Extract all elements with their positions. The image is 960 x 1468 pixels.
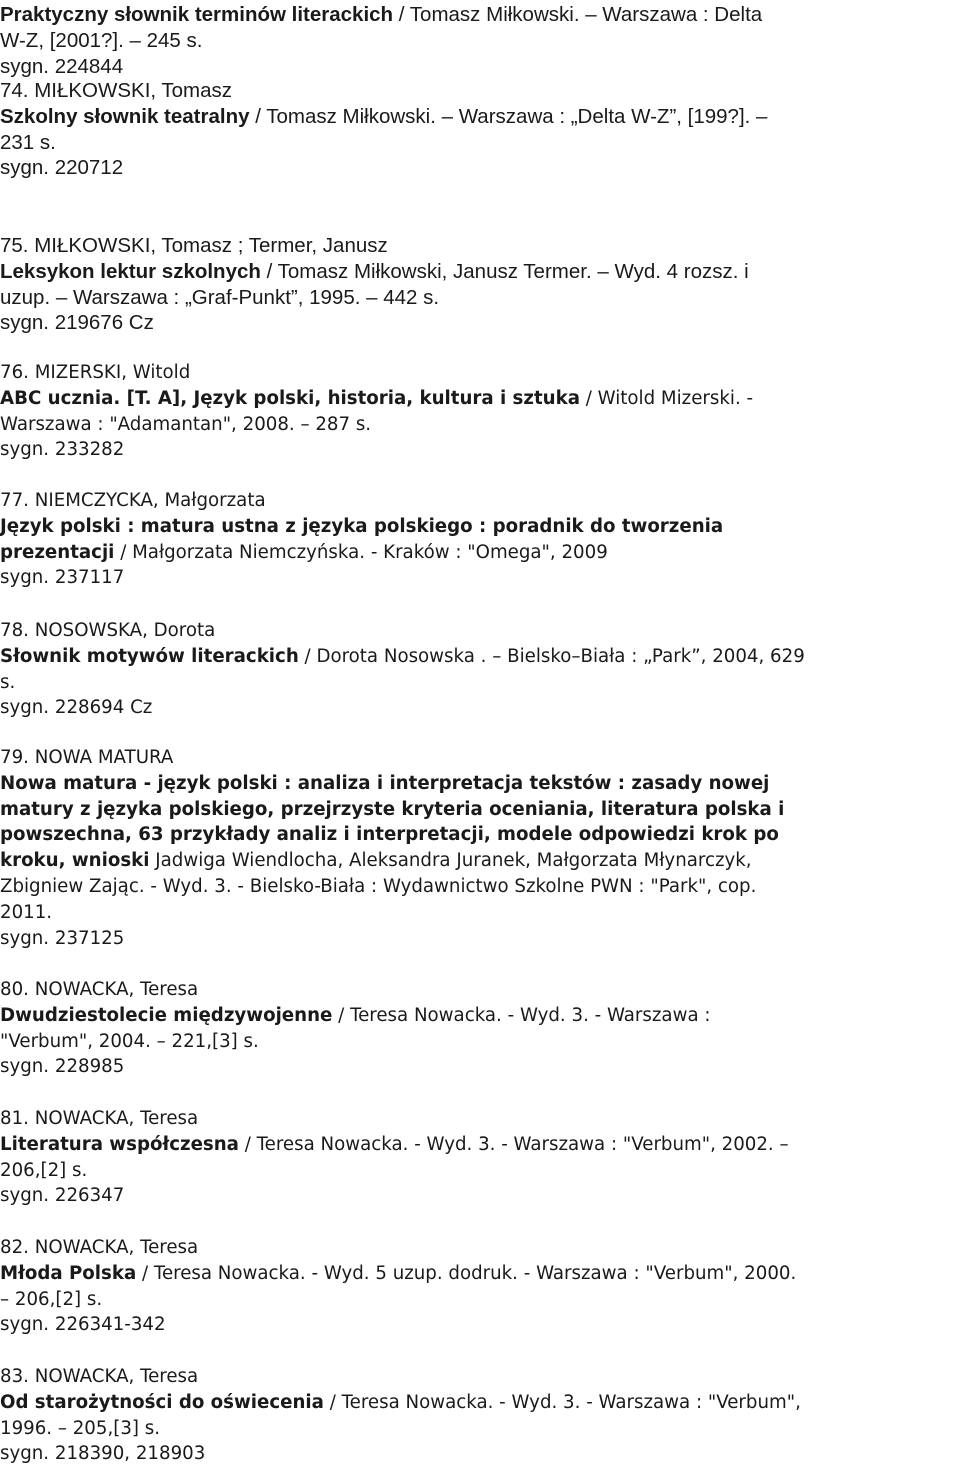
entry-heading [0,360,190,386]
entry-line [0,259,749,285]
entry-details: / Teresa Nowacka. - Wyd. 5 uzup. dodruk. - Warszawa : "Verbum", 2000. [136,1262,797,1284]
entry-heading [0,233,388,259]
entry-heading [0,1235,198,1261]
entry-details: / Teresa Nowacka. - Wyd. 3. - Warszawa : "Verbum", 2002. – [238,1133,789,1155]
entry-details: Warszawa : "Adamantan", 2008. – 287 s. [0,413,372,435]
entry-details: 2011. [0,901,53,923]
entry-title: matury z języka polskiego, przejrzyste kryteria oceniania, literatura polska i [0,798,785,820]
entry-number: 78. [0,620,29,641]
entry-title: Nowa matura - język polski : analiza i interpretacja tekstów : zasady nowej [0,772,770,794]
entry-number: 79. [0,747,29,768]
entry-details: Zbigniew Zając. - Wyd. 3. - Bielsko-Biała : Wydawnictwo Szkolne PWN : "Park", cop. [0,876,757,897]
entry-line [0,514,723,540]
entry-line [0,540,608,566]
entry-title: Leksykon lektur szkolnych [0,259,261,283]
entry-line [0,644,805,670]
entry-details: 231 s. [0,130,56,154]
entry-details: / Tomasz Miłkowski. – Warszawa : Delta [393,3,763,26]
entry-signature: sygn. 219676 Cz [0,311,154,335]
entry-line [0,1158,87,1184]
entry-number: 76. [0,362,29,383]
entry-line [0,822,779,848]
entry-details: s. [0,671,16,693]
entry-author: NIEMCZYCKA, Małgorzata [34,490,266,511]
entry-details: / Witold Mizerski. - [579,387,754,409]
entry-number: 83. [0,1366,29,1387]
entry-signature: sygn. 228694 Cz [0,697,153,719]
entry-author: NOWACKA, Teresa [34,979,199,1000]
entry-number: 77. [0,490,29,511]
entry-line [0,1132,789,1158]
entry-signature: sygn. 226347 [0,1185,125,1207]
entry-line [0,1003,711,1029]
entry-details: uzup. – Warszawa : „Graf-Punkt”, 1995. – 442 s. [0,285,440,309]
entry-signature: sygn. 224844 [0,54,124,78]
entry-title: Literatura współczesna [0,1133,239,1155]
entry-heading [0,78,232,104]
entry-number: 80. [0,979,29,1000]
entry-title: Młoda Polska [0,1262,137,1284]
entry-title: Język polski : matura ustna z języka polskiego : poradnik do tworzenia [0,515,724,537]
entry-author: NOWACKA, Teresa [34,1237,199,1258]
entry-line [0,104,767,130]
entry-details: / Teresa Nowacka. - Wyd. 3. - Warszawa : [332,1004,711,1026]
entry-line [0,386,753,412]
entry-signature: sygn. 226341-342 [0,1314,166,1336]
entry-line [0,1287,102,1313]
entry-author: MIZERSKI, Witold [34,362,191,383]
entry-details: / Dorota Nosowska . – Bielsko–Biała : „Park”, 2004, 629 [298,645,805,667]
entry-line [0,285,439,311]
entry-details: W-Z, [2001?]. – 245 s. [0,28,203,52]
entry-details: / Tomasz Miłkowski. – Warszawa : „Delta W-Z”, [199?]. – [249,104,768,128]
entry-number: 74. [0,79,29,102]
entry-title: Słownik motywów literackich [0,645,299,667]
entry-author: NOSOWSKA, Dorota [34,620,216,641]
entry-line [0,1261,796,1287]
entry-line [0,28,202,54]
entry-heading [0,1364,198,1390]
entry-heading [0,745,173,771]
entry-number: 82. [0,1237,29,1258]
entry-details: 1996. – 205,[3] s. [0,1417,161,1439]
entry-author: NOWACKA, Teresa [34,1366,199,1387]
entry-title: Od starożytności do oświecenia [0,1391,324,1413]
entry-signature: sygn. 233282 [0,439,125,461]
entry-details: / Teresa Nowacka. - Wyd. 3. - Warszawa : "Verbum", [323,1391,801,1413]
entry-line [0,412,371,438]
entry-details: / Tomasz Miłkowski, Janusz Termer. – Wyd. 4 rozsz. i [260,259,749,283]
entry-title: Praktyczny słownik terminów literackich [0,3,394,26]
entry-signature: sygn. 237125 [0,927,125,949]
entry-line [0,771,769,797]
entry-title: Szkolny słownik teatralny [0,104,250,128]
entry-line [0,797,784,823]
entry-signature: sygn. 237117 [0,567,125,589]
entry-line [0,1029,259,1055]
entry-signature: sygn. 228985 [0,1056,125,1078]
entry-number: 81. [0,1108,29,1129]
entry-title: kroku, wnioski [0,850,150,872]
entry-heading [0,618,215,644]
entry-title: powszechna, 63 przykłady analiz i interpretacji, modele odpowiedzi krok po [0,824,779,846]
entry-details: – 206,[2] s. [0,1288,103,1310]
entry-author: NOWA MATURA [34,747,174,768]
entry-details: 206,[2] s. [0,1159,88,1181]
entry-details: / Małgorzata Niemczyńska. - Kraków : "Omega", 2009 [114,541,608,563]
entry-line [0,848,752,874]
entry-line [0,1416,160,1442]
entry-details: Jadwiga Wiendlocha, Aleksandra Juranek, Małgorzata Młynarczyk, [149,850,752,872]
entry-number: 75. [0,234,29,257]
entry-title: Dwudziestolecie międzywojenne [0,1004,333,1026]
entry-title: prezentacji [0,541,115,563]
entry-heading [0,977,198,1003]
entry-line [0,670,15,696]
entry-signature: sygn. 220712 [0,156,124,180]
entry-line [0,130,56,156]
entry-details: "Verbum", 2004. – 221,[3] s. [0,1030,259,1052]
entry-line [0,874,756,900]
entry-author: NOWACKA, Teresa [34,1108,199,1129]
entry-signature: sygn. 218390, 218903 [0,1443,206,1465]
entry-heading [0,1106,198,1132]
entry-author: MIŁKOWSKI, Tomasz [34,79,233,102]
entry-line [0,1390,801,1416]
entry-line [0,2,762,28]
entry-heading [0,488,266,514]
entry-line [0,900,52,926]
entry-title: ABC ucznia. [T. A], Język polski, historia, kultura i sztuka [0,387,580,409]
entry-author: MIŁKOWSKI, Tomasz ; Termer, Janusz [34,234,388,257]
